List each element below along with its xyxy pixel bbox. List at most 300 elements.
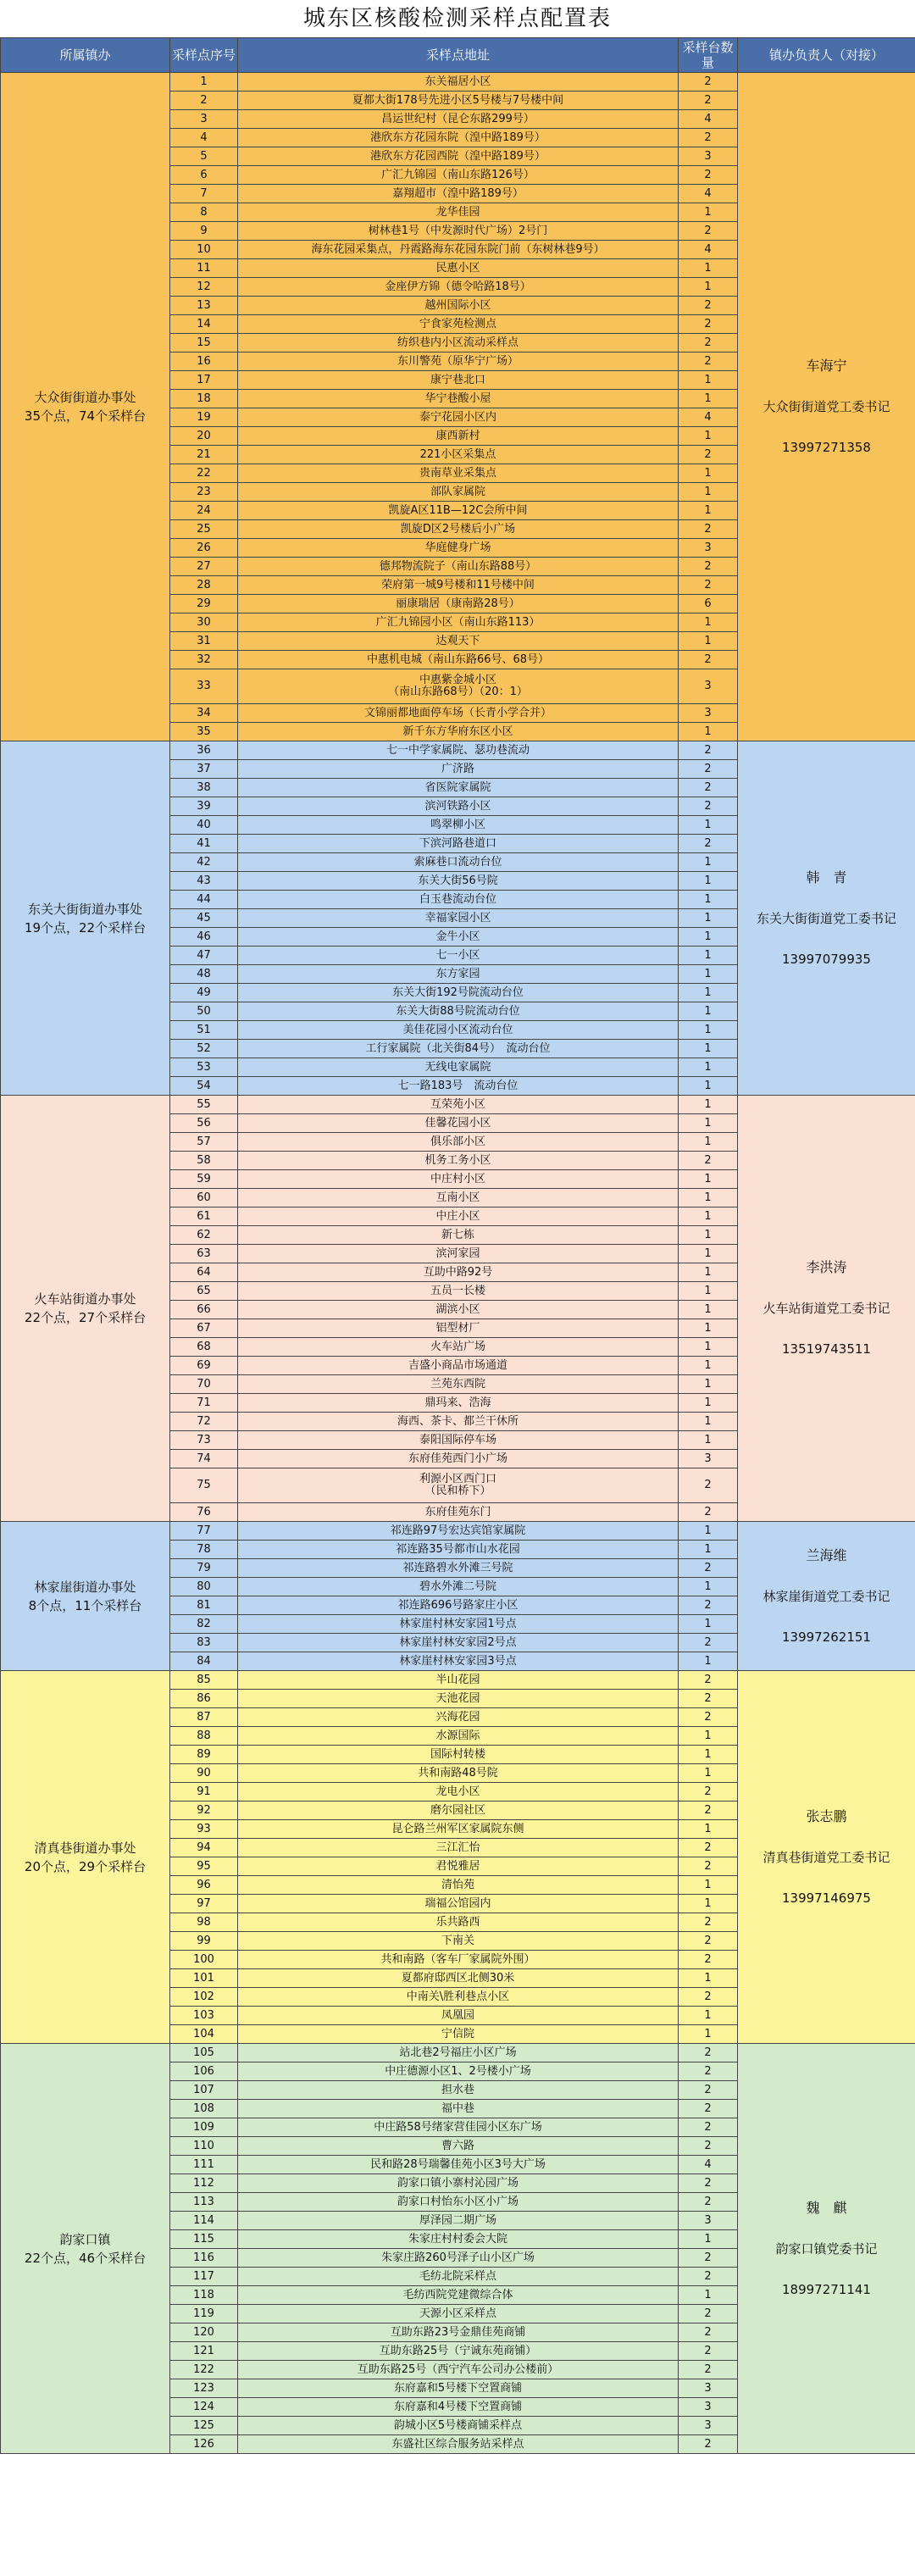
seq-cell: 15 (170, 334, 238, 353)
seq-cell: 44 (170, 891, 238, 909)
address-cell: 乐共路西 (238, 1913, 679, 1932)
count-cell: 1 (679, 1338, 738, 1357)
seq-cell: 110 (170, 2137, 238, 2156)
address-cell: 担水巷 (238, 2081, 679, 2100)
address-cell: 越州国际小区 (238, 297, 679, 315)
seq-cell: 10 (170, 241, 238, 259)
town-cell: 东关大街街道办事处 19个点，22个采样台 (1, 741, 170, 1096)
table-header (1, 38, 915, 73)
header-seq: 采样点序号 (170, 38, 238, 73)
count-cell: 2 (679, 2100, 738, 2118)
seq-cell: 78 (170, 1541, 238, 1559)
count-cell: 2 (679, 1802, 738, 1820)
count-cell: 2 (679, 1671, 738, 1690)
count-cell: 1 (679, 1114, 738, 1133)
seq-cell: 124 (170, 2398, 238, 2417)
count-cell: 1 (679, 1170, 738, 1189)
address-cell: 221小区采集点 (238, 446, 679, 464)
count-cell: 2 (679, 2323, 738, 2342)
address-cell: 德邦物流院子（南山东路88号） (238, 558, 679, 576)
seq-cell: 30 (170, 613, 238, 632)
address-cell: 林家崖村林安家园1号点 (238, 1615, 679, 1634)
address-cell: 中庄德源小区1、2号楼小广场 (238, 2062, 679, 2081)
seq-cell: 107 (170, 2081, 238, 2100)
contact-phone: 13997262151 (782, 1629, 871, 1645)
address-cell: 嘉翔超市（湟中路189号） (238, 185, 679, 203)
seq-cell: 93 (170, 1820, 238, 1839)
count-cell: 1 (679, 1002, 738, 1021)
count-cell: 1 (679, 1876, 738, 1895)
count-cell: 2 (679, 2361, 738, 2379)
count-cell: 2 (679, 1932, 738, 1951)
contact-phone: 18997271141 (782, 2281, 871, 2297)
seq-cell: 16 (170, 353, 238, 371)
seq-cell: 34 (170, 704, 238, 723)
count-cell: 6 (679, 595, 738, 613)
count-cell: 1 (679, 632, 738, 651)
count-cell: 1 (679, 723, 738, 741)
address-cell: 林家崖村林安家园3号点 (238, 1652, 679, 1671)
address-cell: 韵城小区5号楼商铺采样点 (238, 2417, 679, 2435)
seq-cell: 120 (170, 2323, 238, 2342)
address-cell: 昆仑路兰州军区家属院东侧 (238, 1820, 679, 1839)
address-cell: 湖滨小区 (238, 1301, 679, 1319)
address-cell: 民和路28号瑞馨佳苑小区3号大广场 (238, 2156, 679, 2174)
seq-cell: 23 (170, 483, 238, 502)
count-cell: 1 (679, 928, 738, 947)
address-cell: 美佳花园小区流动台位 (238, 1021, 679, 1040)
address-cell: 站北巷2号福庄小区广场 (238, 2044, 679, 2062)
seq-cell: 51 (170, 1021, 238, 1040)
count-cell: 1 (679, 1319, 738, 1338)
address-cell: 东府佳苑西门小广场 (238, 1450, 679, 1468)
seq-cell: 4 (170, 129, 238, 147)
count-cell: 2 (679, 520, 738, 539)
address-cell: 国际村转楼 (238, 1746, 679, 1764)
count-cell: 2 (679, 2193, 738, 2212)
address-cell: 纺织巷内小区流动采样点 (238, 334, 679, 353)
address-cell: 东府嘉和4号楼下空置商铺 (238, 2398, 679, 2417)
address-cell: 瑞福公馆园内 (238, 1895, 679, 1913)
address-cell: 白玉巷流动台位 (238, 891, 679, 909)
address-cell: 中惠紫金城小区 （南山东路68号）（20：1） (238, 669, 679, 704)
seq-cell: 117 (170, 2268, 238, 2286)
count-cell: 2 (679, 2342, 738, 2361)
seq-cell: 99 (170, 1932, 238, 1951)
seq-cell: 108 (170, 2100, 238, 2118)
address-cell: 港欣东方花园东院（湟中路189号） (238, 129, 679, 147)
address-cell: 互助东路23号金鼎佳苑商铺 (238, 2323, 679, 2342)
seq-cell: 57 (170, 1133, 238, 1152)
count-cell: 1 (679, 1301, 738, 1319)
address-cell: 宁食家苑检测点 (238, 315, 679, 334)
address-cell: 幸福家园小区 (238, 909, 679, 928)
address-cell: 兰苑东西院 (238, 1375, 679, 1394)
address-cell: 三江汇怡 (238, 1839, 679, 1857)
contact-cell (738, 1096, 915, 1522)
contact-phone: 13519743511 (782, 1341, 871, 1357)
count-cell: 3 (679, 2379, 738, 2398)
address-cell: 祁连路碧水外滩三号院 (238, 1559, 679, 1578)
table-row (1, 1671, 915, 1690)
address-cell: 广济路 (238, 760, 679, 779)
count-cell: 1 (679, 1357, 738, 1375)
count-cell: 1 (679, 1578, 738, 1596)
count-cell: 2 (679, 2268, 738, 2286)
count-cell: 1 (679, 2286, 738, 2305)
count-cell: 1 (679, 1394, 738, 1413)
seq-cell: 114 (170, 2212, 238, 2230)
count-cell: 1 (679, 1746, 738, 1764)
count-cell: 2 (679, 576, 738, 595)
seq-cell: 83 (170, 1634, 238, 1652)
count-cell: 1 (679, 1226, 738, 1245)
address-cell: 达观天下 (238, 632, 679, 651)
seq-cell: 87 (170, 1708, 238, 1727)
count-cell: 2 (679, 315, 738, 334)
seq-cell: 75 (170, 1468, 238, 1503)
count-cell: 2 (679, 1152, 738, 1170)
count-cell: 1 (679, 259, 738, 278)
header-contact: 镇办负责人（对接） (738, 38, 915, 73)
seq-cell: 82 (170, 1615, 238, 1634)
seq-cell: 47 (170, 947, 238, 965)
address-cell: 火车站广场 (238, 1338, 679, 1357)
seq-cell: 58 (170, 1152, 238, 1170)
seq-cell: 97 (170, 1895, 238, 1913)
address-cell: 厚泽园二期广场 (238, 2212, 679, 2230)
count-cell: 1 (679, 1652, 738, 1671)
address-cell: 滨河家园 (238, 1245, 679, 1263)
contact-role: 大众街街道党工委书记 (762, 399, 890, 414)
address-cell: 康宁巷北口 (238, 371, 679, 390)
seq-cell: 64 (170, 1263, 238, 1282)
address-cell: 中庄村小区 (238, 1170, 679, 1189)
seq-cell: 94 (170, 1839, 238, 1857)
count-cell: 3 (679, 147, 738, 166)
address-cell: 互助东路25号（宁诚东苑商铺） (238, 2342, 679, 2361)
address-cell: 新七栋 (238, 1226, 679, 1245)
count-cell: 2 (679, 334, 738, 353)
count-cell: 3 (679, 2417, 738, 2435)
count-cell: 1 (679, 1040, 738, 1058)
count-cell: 2 (679, 92, 738, 110)
seq-cell: 8 (170, 203, 238, 222)
seq-cell: 89 (170, 1746, 238, 1764)
seq-cell: 104 (170, 2025, 238, 2044)
address-cell: 东盛社区综合服务站采样点 (238, 2435, 679, 2454)
count-cell: 1 (679, 427, 738, 446)
contact-cell (738, 2044, 915, 2454)
address-cell: 省医院家属院 (238, 779, 679, 797)
contact-name: 韩 青 (806, 869, 847, 886)
count-cell: 2 (679, 2044, 738, 2062)
count-cell: 1 (679, 1764, 738, 1783)
address-cell: 凯旋A区11B—12C会所中间 (238, 502, 679, 520)
address-cell: 无线电家属院 (238, 1058, 679, 1077)
address-cell: 碧水外滩二号院 (238, 1578, 679, 1596)
count-cell: 2 (679, 1951, 738, 1969)
address-cell: 东府佳苑东门 (238, 1503, 679, 1522)
count-cell: 3 (679, 669, 738, 704)
count-cell: 2 (679, 1559, 738, 1578)
seq-cell: 90 (170, 1764, 238, 1783)
contact-cell (738, 1522, 915, 1671)
address-cell: 毛纺北院采样点 (238, 2268, 679, 2286)
seq-cell: 1 (170, 73, 238, 92)
address-cell: 东关大街88号院流动台位 (238, 1002, 679, 1021)
address-cell: 共和南路（客车厂家属院外围） (238, 1951, 679, 1969)
count-cell: 1 (679, 2007, 738, 2025)
seq-cell: 72 (170, 1413, 238, 1431)
address-cell: 夏都大街178号先进小区5号楼与7号楼中间 (238, 92, 679, 110)
address-cell: 毛纺西院党建微综合体 (238, 2286, 679, 2305)
seq-cell: 118 (170, 2286, 238, 2305)
address-cell: 兴海花园 (238, 1708, 679, 1727)
seq-cell: 26 (170, 539, 238, 558)
town-cell: 林家崖街道办事处 8个点，11个采样台 (1, 1522, 170, 1671)
table-row (1, 2044, 915, 2062)
count-cell: 1 (679, 2025, 738, 2044)
address-cell: 七一路183号 流动台位 (238, 1077, 679, 1096)
address-cell: 龙电小区 (238, 1783, 679, 1802)
count-cell: 2 (679, 1634, 738, 1652)
seq-cell: 7 (170, 185, 238, 203)
seq-cell: 24 (170, 502, 238, 520)
town-cell: 大众街街道办事处 35个点，74个采样台 (1, 73, 170, 741)
seq-cell: 9 (170, 222, 238, 241)
address-cell: 互荣苑小区 (238, 1096, 679, 1114)
table-row (1, 1522, 915, 1541)
count-cell: 4 (679, 2156, 738, 2174)
seq-cell: 54 (170, 1077, 238, 1096)
address-cell: 清怡苑 (238, 1876, 679, 1895)
contact-name: 李洪涛 (806, 1259, 847, 1275)
count-cell: 2 (679, 1857, 738, 1876)
address-cell: 鸣翠柳小区 (238, 816, 679, 835)
address-cell: 机务工务小区 (238, 1152, 679, 1170)
address-cell: 天池花园 (238, 1690, 679, 1708)
count-cell: 4 (679, 110, 738, 129)
seq-cell: 125 (170, 2417, 238, 2435)
count-cell: 4 (679, 185, 738, 203)
seq-cell: 42 (170, 853, 238, 872)
seq-cell: 3 (170, 110, 238, 129)
seq-cell: 66 (170, 1301, 238, 1319)
count-cell: 2 (679, 779, 738, 797)
seq-cell: 98 (170, 1913, 238, 1932)
count-cell: 2 (679, 1913, 738, 1932)
seq-cell: 13 (170, 297, 238, 315)
address-cell: 丽康瑞居（康南路28号） (238, 595, 679, 613)
address-cell: 金座伊方锦（德令哈路18号） (238, 278, 679, 297)
seq-cell: 36 (170, 741, 238, 760)
count-cell: 1 (679, 613, 738, 632)
count-cell: 2 (679, 741, 738, 760)
seq-cell: 111 (170, 2156, 238, 2174)
seq-cell: 48 (170, 965, 238, 984)
address-cell: 朱家庄村村委会大院 (238, 2230, 679, 2249)
seq-cell: 17 (170, 371, 238, 390)
count-cell: 1 (679, 1245, 738, 1263)
seq-cell: 69 (170, 1357, 238, 1375)
count-cell: 1 (679, 909, 738, 928)
count-cell: 1 (679, 371, 738, 390)
seq-cell: 91 (170, 1783, 238, 1802)
seq-cell: 71 (170, 1394, 238, 1413)
address-cell: 磨尔园社区 (238, 1802, 679, 1820)
count-cell: 3 (679, 2398, 738, 2417)
count-cell: 2 (679, 1503, 738, 1522)
address-cell: 祁连路97号宏达宾馆家属院 (238, 1522, 679, 1541)
count-cell: 2 (679, 297, 738, 315)
address-cell: 俱乐部小区 (238, 1133, 679, 1152)
header-town: 所属镇办 (1, 38, 170, 73)
address-cell: 新千东方华府东区小区 (238, 723, 679, 741)
seq-cell: 5 (170, 147, 238, 166)
address-cell: 东府嘉和5号楼下空置商铺 (238, 2379, 679, 2398)
count-cell: 1 (679, 947, 738, 965)
address-cell: 吉盛小商品市场通道 (238, 1357, 679, 1375)
count-cell: 4 (679, 408, 738, 427)
count-cell: 3 (679, 1450, 738, 1468)
address-cell: 华宁巷酸小屋 (238, 390, 679, 408)
count-cell: 2 (679, 2174, 738, 2193)
seq-cell: 53 (170, 1058, 238, 1077)
address-cell: 五员一长楼 (238, 1282, 679, 1301)
count-cell: 1 (679, 1969, 738, 1988)
address-cell: 港欣东方花园西院（湟中路189号） (238, 147, 679, 166)
count-cell: 2 (679, 166, 738, 185)
count-cell: 1 (679, 390, 738, 408)
seq-cell: 27 (170, 558, 238, 576)
seq-cell: 85 (170, 1671, 238, 1690)
address-cell: 民惠小区 (238, 259, 679, 278)
town-cell: 清真巷街道办事处 20个点，29个采样台 (1, 1671, 170, 2044)
count-cell: 2 (679, 558, 738, 576)
seq-cell: 33 (170, 669, 238, 704)
address-cell: 君悦雅居 (238, 1857, 679, 1876)
seq-cell: 101 (170, 1969, 238, 1988)
count-cell: 1 (679, 1375, 738, 1394)
address-cell: 东关福居小区 (238, 73, 679, 92)
address-cell: 铝型材厂 (238, 1319, 679, 1338)
count-cell: 2 (679, 1783, 738, 1802)
address-cell: 互助东路25号（西宁汽车公司办公楼前） (238, 2361, 679, 2379)
seq-cell: 25 (170, 520, 238, 539)
contact-role: 火车站街道党工委书记 (762, 1301, 890, 1316)
address-cell: 韵家口镇小寨村沁园广场 (238, 2174, 679, 2193)
address-cell: 祁连路696号路家庄小区 (238, 1596, 679, 1615)
seq-cell: 122 (170, 2361, 238, 2379)
address-cell: 天源小区采样点 (238, 2305, 679, 2323)
address-cell: 部队家属院 (238, 483, 679, 502)
address-cell: 华庭健身广场 (238, 539, 679, 558)
address-cell: 夏都府邸西区北侧30米 (238, 1969, 679, 1988)
seq-cell: 92 (170, 1802, 238, 1820)
count-cell: 1 (679, 1208, 738, 1226)
address-cell: 滨河铁路小区 (238, 797, 679, 816)
table-row (1, 741, 915, 760)
address-cell: 中庄小区 (238, 1208, 679, 1226)
count-cell: 2 (679, 2081, 738, 2100)
seq-cell: 29 (170, 595, 238, 613)
address-cell: 工行家属院（北关街84号） 流动台位 (238, 1040, 679, 1058)
count-cell: 1 (679, 984, 738, 1002)
address-cell: 索麻巷口流动台位 (238, 853, 679, 872)
seq-cell: 37 (170, 760, 238, 779)
address-cell: 祁连路35号都市山水花园 (238, 1541, 679, 1559)
count-cell: 1 (679, 502, 738, 520)
seq-cell: 77 (170, 1522, 238, 1541)
address-cell: 朱家庄路260号泽子山小区广场 (238, 2249, 679, 2268)
address-cell: 福中巷 (238, 2100, 679, 2118)
address-cell: 半山花园 (238, 1671, 679, 1690)
seq-cell: 41 (170, 835, 238, 853)
address-cell: 林家崖村林安家园2号点 (238, 1634, 679, 1652)
seq-cell: 31 (170, 632, 238, 651)
address-cell: 中庄路58号绪家营佳园小区东广场 (238, 2118, 679, 2137)
table-row (1, 73, 915, 92)
seq-cell: 79 (170, 1559, 238, 1578)
seq-cell: 11 (170, 259, 238, 278)
seq-cell: 88 (170, 1727, 238, 1746)
count-cell: 2 (679, 2305, 738, 2323)
seq-cell: 102 (170, 1988, 238, 2007)
town-cell: 火车站街道办事处 22个点，27个采样台 (1, 1096, 170, 1522)
seq-cell: 19 (170, 408, 238, 427)
count-cell: 1 (679, 1431, 738, 1450)
address-cell: 东关大街192号院流动台位 (238, 984, 679, 1002)
count-cell: 2 (679, 760, 738, 779)
count-cell: 2 (679, 129, 738, 147)
seq-cell: 56 (170, 1114, 238, 1133)
address-cell: 贵南草业采集点 (238, 464, 679, 483)
count-cell: 1 (679, 872, 738, 891)
count-cell: 1 (679, 816, 738, 835)
seq-cell: 6 (170, 166, 238, 185)
count-cell: 1 (679, 1615, 738, 1634)
seq-cell: 109 (170, 2118, 238, 2137)
address-cell: 康西新村 (238, 427, 679, 446)
count-cell: 3 (679, 2212, 738, 2230)
seq-cell: 76 (170, 1503, 238, 1522)
count-cell: 2 (679, 2118, 738, 2137)
count-cell: 2 (679, 651, 738, 669)
seq-cell: 38 (170, 779, 238, 797)
count-cell: 2 (679, 2249, 738, 2268)
count-cell: 4 (679, 241, 738, 259)
table-body (1, 73, 915, 2454)
address-cell: 七一中学家属院、瑟功巷流动 (238, 741, 679, 760)
count-cell: 1 (679, 1263, 738, 1282)
count-cell: 1 (679, 483, 738, 502)
seq-cell: 103 (170, 2007, 238, 2025)
seq-cell: 95 (170, 1857, 238, 1876)
address-cell: 利源小区西门口 （民和桥下） (238, 1468, 679, 1503)
seq-cell: 20 (170, 427, 238, 446)
seq-cell: 14 (170, 315, 238, 334)
count-cell: 1 (679, 965, 738, 984)
seq-cell: 74 (170, 1450, 238, 1468)
count-cell: 1 (679, 464, 738, 483)
contact-role: 韵家口镇党委书记 (775, 2240, 878, 2257)
count-cell: 2 (679, 2062, 738, 2081)
seq-cell: 73 (170, 1431, 238, 1450)
seq-cell: 28 (170, 576, 238, 595)
address-cell: 凯旋D区2号楼后小广场 (238, 520, 679, 539)
count-cell: 1 (679, 1096, 738, 1114)
